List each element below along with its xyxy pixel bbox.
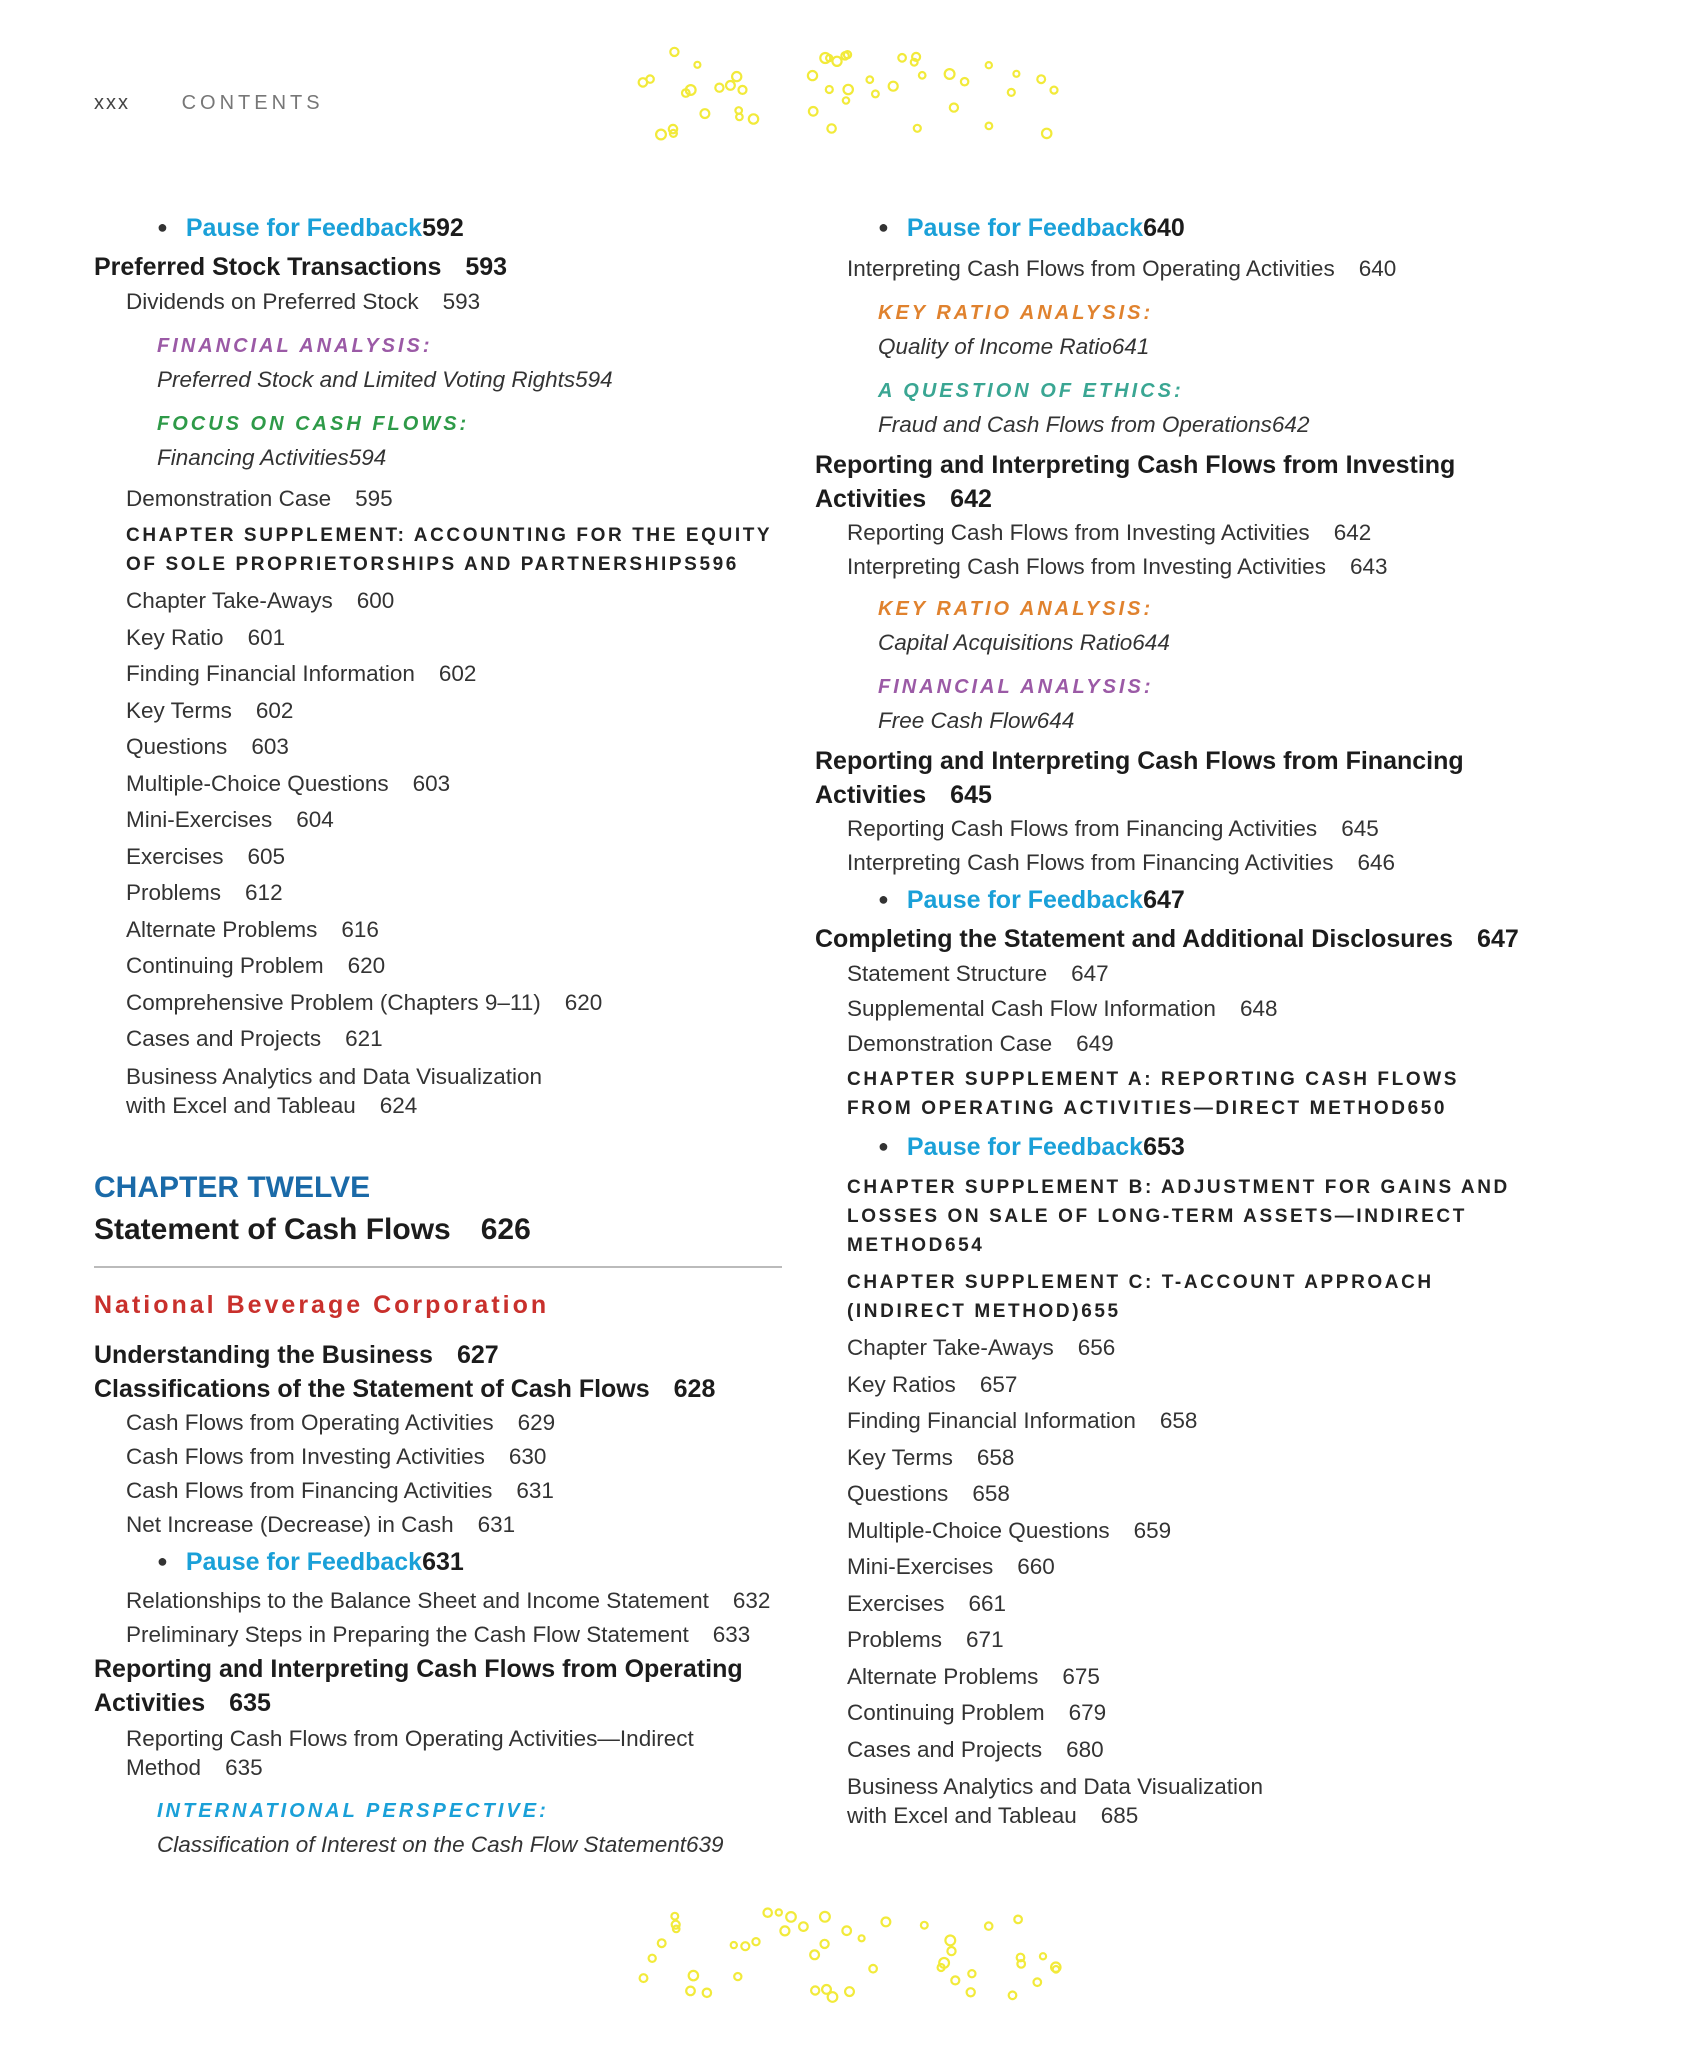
decorative-dot xyxy=(811,1986,819,1994)
decorative-dot xyxy=(842,1926,851,1935)
pause-for-feedback-640[interactable]: ● Pause for Feedback640 xyxy=(878,214,1185,242)
toc-entry[interactable]: Questions 603 xyxy=(126,734,289,759)
bullet-icon: ● xyxy=(878,1136,889,1156)
decorative-dot xyxy=(986,123,993,130)
decorative-dot xyxy=(820,1912,830,1922)
decorative-dot xyxy=(914,125,921,132)
decorative-dot xyxy=(947,1947,955,1955)
running-header xyxy=(94,92,324,115)
toc-entry[interactable]: Alternate Problems 675 xyxy=(847,1663,1100,1689)
decorative-dot xyxy=(715,84,723,92)
toc-entry[interactable]: Questions 658 xyxy=(847,1481,1010,1506)
toc-entry-relationships[interactable]: Relationships to the Balance Sheet and Income Statement 632 xyxy=(126,1587,771,1613)
decorative-dot xyxy=(703,1989,711,1997)
decorative-dot xyxy=(986,62,992,68)
decorative-dot xyxy=(950,104,958,112)
chapter-label: CHAPTER TWELVE xyxy=(94,1170,371,1204)
decorative-dot xyxy=(639,78,647,86)
toc-entry-understanding-business[interactable]: Understanding the Business 627 xyxy=(94,1340,499,1369)
toc-entry-financing-activities[interactable]: Reporting and Interpreting Cash Flows from Financing Activities 645 xyxy=(815,747,1464,809)
toc-entry-supplement-b[interactable]: CHAPTER SUPPLEMENT B: ADJUSTMENT FOR GAINS AND LOSSES ON SALE OF LONG-TERM ASSETS—INDIRECT METHOD654 xyxy=(847,1177,1510,1256)
decorative-dot xyxy=(1042,129,1051,138)
decorative-dot xyxy=(945,1936,955,1946)
feature-entry-quality-income[interactable]: Quality of Income Ratio641 xyxy=(878,334,1150,359)
toc-entry[interactable]: Reporting Cash Flows from Investing Activities 642 xyxy=(847,520,1372,545)
toc-entry[interactable]: Cash Flows from Operating Activities 629 xyxy=(126,1409,556,1435)
decorative-dot xyxy=(686,1987,695,1996)
toc-entry[interactable]: Cash Flows from Financing Activities 631 xyxy=(126,1477,554,1503)
decorative-dot xyxy=(821,1940,829,1948)
pause-for-feedback-647[interactable]: ● Pause for Feedback647 xyxy=(878,886,1185,914)
decorative-dot xyxy=(809,107,818,116)
decorative-dot xyxy=(872,91,879,98)
toc-entry[interactable]: Key Terms 602 xyxy=(126,697,294,723)
toc-entry[interactable]: Continuing Problem 679 xyxy=(847,1700,1107,1725)
decorative-dot xyxy=(808,71,817,80)
feature-entry-free-cash-flow[interactable]: Free Cash Flow644 xyxy=(878,708,1075,733)
decorative-dot xyxy=(752,1938,759,1945)
toc-entry-interpreting-operating[interactable]: Interpreting Cash Flows from Operating Activities 640 xyxy=(847,256,1397,281)
toc-entry[interactable]: Net Increase (Decrease) in Cash 631 xyxy=(126,1511,516,1537)
decorative-dot xyxy=(701,109,710,118)
decorative-dot xyxy=(726,81,735,90)
toc-entry[interactable]: Problems 671 xyxy=(847,1627,1004,1652)
decorative-dot xyxy=(689,1971,698,1980)
toc-entry[interactable]: Mini-Exercises 660 xyxy=(847,1554,1055,1579)
decorative-dot xyxy=(867,76,874,83)
decorative-dot xyxy=(649,1955,656,1962)
toc-entry[interactable]: Multiple-Choice Questions 659 xyxy=(847,1517,1172,1543)
decorative-dot xyxy=(1051,87,1058,94)
bullet-icon: ● xyxy=(878,217,889,237)
toc-entry-investing-activities[interactable]: Reporting and Interpreting Cash Flows from Investing Activities 642 xyxy=(815,451,1456,513)
bullet-icon: ● xyxy=(157,1550,168,1571)
feature-heading-key-ratio: KEY RATIO ANALYSIS: xyxy=(878,302,1154,324)
decorative-dot xyxy=(961,78,968,85)
decorative-dot xyxy=(827,124,835,132)
decorative-dot xyxy=(869,1965,877,1973)
toc-entry-supplement-c[interactable]: CHAPTER SUPPLEMENT C: T-ACCOUNT APPROACH (INDIRECT METHOD)655 xyxy=(847,1272,1434,1322)
toc-entry-indirect-method[interactable]: Reporting Cash Flows from Operating Activities—Indirect Method 635 xyxy=(126,1725,694,1780)
feature-heading-financial-analysis: FINANCIAL ANALYSIS: xyxy=(878,676,1154,698)
toc-entry[interactable]: Multiple-Choice Questions 603 xyxy=(126,770,451,796)
toc-entry[interactable]: Exercises 605 xyxy=(126,843,286,869)
chapter-divider xyxy=(94,1266,782,1268)
toc-entry[interactable]: Statement Structure 647 xyxy=(847,961,1109,986)
toc-entry-demonstration-case[interactable]: Demonstration Case 595 xyxy=(126,485,393,511)
toc-entry[interactable]: Alternate Problems 616 xyxy=(126,916,379,942)
page-folio: xxx xyxy=(94,92,130,114)
toc-entry-operating-activities[interactable]: Reporting and Interpreting Cash Flows from Operating Activities 635 xyxy=(94,1654,743,1717)
decorative-dot xyxy=(826,86,833,93)
bullet-icon: ● xyxy=(157,217,168,237)
feature-entry-fraud-cash-flows[interactable]: Fraud and Cash Flows from Operations642 xyxy=(878,412,1310,437)
decorative-dot xyxy=(822,1985,831,1994)
toc-entry[interactable]: Chapter Take-Aways 656 xyxy=(847,1335,1116,1360)
decorative-dot xyxy=(921,1922,928,1929)
decorative-dot xyxy=(780,1926,789,1935)
decorative-dot xyxy=(945,69,955,79)
decorative-dot xyxy=(749,114,758,123)
toc-right-column xyxy=(815,208,1535,1834)
decorative-dot xyxy=(732,72,741,81)
decorative-dot xyxy=(670,48,678,56)
pause-for-feedback-653[interactable]: ● Pause for Feedback653 xyxy=(878,1133,1185,1161)
toc-entry[interactable]: Key Ratios 657 xyxy=(847,1371,1018,1397)
decorative-dot xyxy=(736,114,743,121)
decorative-dot xyxy=(1040,1953,1046,1959)
decorative-dot xyxy=(845,1987,854,1996)
decorative-dot xyxy=(919,72,926,79)
chapter-company: National Beverage Corporation xyxy=(94,1290,550,1319)
decorative-dots-bottom xyxy=(620,1900,1080,2010)
bullet-icon: ● xyxy=(878,889,889,909)
feature-heading-financial-analysis: FINANCIAL ANALYSIS: xyxy=(157,334,433,357)
decorative-dot xyxy=(764,1909,772,1917)
toc-entry[interactable]: Comprehensive Problem (Chapters 9–11) 620 xyxy=(126,989,603,1015)
toc-entry[interactable]: Demonstration Case 649 xyxy=(847,1031,1114,1056)
decorative-dot xyxy=(734,1973,741,1980)
toc-entry[interactable]: Interpreting Cash Flows from Financing Activities 646 xyxy=(847,850,1395,875)
decorative-dot xyxy=(656,130,666,140)
toc-entry[interactable]: Cases and Projects 621 xyxy=(126,1026,383,1051)
toc-entry[interactable]: Exercises 661 xyxy=(847,1590,1007,1616)
decorative-dots-top xyxy=(620,40,1080,150)
feature-heading-international-perspective: INTERNATIONAL PERSPECTIVE: xyxy=(157,1799,549,1822)
decorative-dot xyxy=(1053,1966,1060,1973)
feature-entry-capital-acquisitions[interactable]: Capital Acquisitions Ratio644 xyxy=(878,630,1170,655)
decorative-dot xyxy=(731,1942,737,1948)
running-title: CONTENTS xyxy=(181,92,324,114)
decorative-dot xyxy=(843,97,849,103)
toc-entry[interactable]: Finding Financial Information 602 xyxy=(126,661,477,686)
toc-entry-classifications[interactable]: Classifications of the Statement of Cash Flows 628 xyxy=(94,1374,716,1403)
toc-entry[interactable]: Chapter Take-Aways 600 xyxy=(126,588,395,613)
pause-for-feedback-631[interactable]: ● Pause for Feedback631 xyxy=(157,1547,464,1576)
toc-entry[interactable]: Cases and Projects 680 xyxy=(847,1736,1104,1762)
decorative-dot xyxy=(658,1939,666,1947)
chapter-title[interactable]: Statement of Cash Flows 626 xyxy=(94,1212,531,1246)
toc-entry-business-analytics[interactable]: Business Analytics and Data Visualization with Excel and Tableau 624 xyxy=(126,1063,543,1118)
pause-for-feedback-592[interactable]: ● Pause for Feedback592 xyxy=(157,214,464,242)
toc-entry[interactable]: Reporting Cash Flows from Financing Activities 645 xyxy=(847,816,1379,841)
decorative-dot xyxy=(739,86,747,94)
toc-entry[interactable]: Key Terms 658 xyxy=(847,1444,1015,1470)
toc-entry[interactable]: Continuing Problem 620 xyxy=(126,953,386,978)
toc-entry-preferred-stock-transactions[interactable]: Preferred Stock Transactions 593 xyxy=(94,253,508,281)
decorative-dot xyxy=(1009,1992,1017,2000)
decorative-dot xyxy=(898,54,906,62)
decorative-dot xyxy=(1014,1916,1022,1924)
decorative-dot xyxy=(640,1974,648,1982)
feature-entry-preferred-voting-rights[interactable]: Preferred Stock and Limited Voting Rights594 xyxy=(157,366,613,392)
toc-entry[interactable]: Supplemental Cash Flow Information 648 xyxy=(847,996,1278,1021)
decorative-dot xyxy=(967,1988,975,1996)
toc-entry[interactable]: Cash Flows from Investing Activities 630 xyxy=(126,1443,547,1469)
decorative-dot xyxy=(882,1918,891,1927)
feature-heading-focus-cash-flows: FOCUS ON CASH FLOWS: xyxy=(157,412,470,435)
decorative-dot xyxy=(810,1950,819,1959)
decorative-dot xyxy=(844,85,853,94)
decorative-dot xyxy=(985,1922,992,1929)
feature-entry-financing-activities[interactable]: Financing Activities594 xyxy=(157,444,387,470)
toc-entry[interactable]: Interpreting Cash Flows from Investing Activities 643 xyxy=(847,554,1388,579)
toc-entry[interactable]: Key Ratio 601 xyxy=(126,624,286,650)
decorative-dot xyxy=(741,1942,749,1950)
toc-entry-chapter-supplement[interactable]: CHAPTER SUPPLEMENT: ACCOUNTING FOR THE EQUITY OF SOLE PROPRIETORSHIPS AND PARTNERSHIPS596 xyxy=(126,525,773,575)
decorative-dot xyxy=(799,1922,808,1931)
feature-heading-question-ethics: A QUESTION OF ETHICS: xyxy=(878,380,1184,402)
toc-entry-supplement-a[interactable]: CHAPTER SUPPLEMENT A: REPORTING CASH FLOWS FROM OPERATING ACTIVITIES—DIRECT METHOD650 xyxy=(847,1069,1460,1119)
decorative-dot xyxy=(671,1913,678,1920)
toc-entry-business-analytics[interactable]: Business Analytics and Data Visualization with Excel and Tableau 685 xyxy=(847,1774,1264,1828)
toc-entry[interactable]: Mini-Exercises 604 xyxy=(126,807,334,832)
decorative-dot xyxy=(776,1909,782,1915)
decorative-dot xyxy=(859,1935,865,1941)
decorative-dot xyxy=(951,1976,959,1984)
decorative-dot xyxy=(1037,75,1045,83)
decorative-dot xyxy=(832,57,841,66)
feature-entry-classification-interest[interactable]: Classification of Interest on the Cash Flow Statement639 xyxy=(157,1831,724,1857)
decorative-dot xyxy=(1034,1978,1042,1986)
decorative-dot xyxy=(911,59,918,66)
decorative-dot xyxy=(694,62,700,68)
feature-heading-key-ratio: KEY RATIO ANALYSIS: xyxy=(878,598,1154,620)
toc-entry[interactable]: Finding Financial Information 658 xyxy=(847,1408,1198,1433)
toc-entry-completing-statement[interactable]: Completing the Statement and Additional Disclosures 647 xyxy=(815,925,1519,953)
toc-left-column xyxy=(94,208,794,1868)
decorative-dot xyxy=(786,1912,796,1922)
toc-entry[interactable]: Problems 612 xyxy=(126,880,283,905)
decorative-dot xyxy=(1008,89,1015,96)
decorative-dot xyxy=(1013,71,1019,77)
decorative-dot xyxy=(889,82,898,91)
toc-entry-dividends-preferred[interactable]: Dividends on Preferred Stock 593 xyxy=(126,289,481,314)
decorative-dot xyxy=(968,1970,975,1977)
toc-entry-preliminary-steps[interactable]: Preliminary Steps in Preparing the Cash Flow Statement 633 xyxy=(126,1621,751,1647)
